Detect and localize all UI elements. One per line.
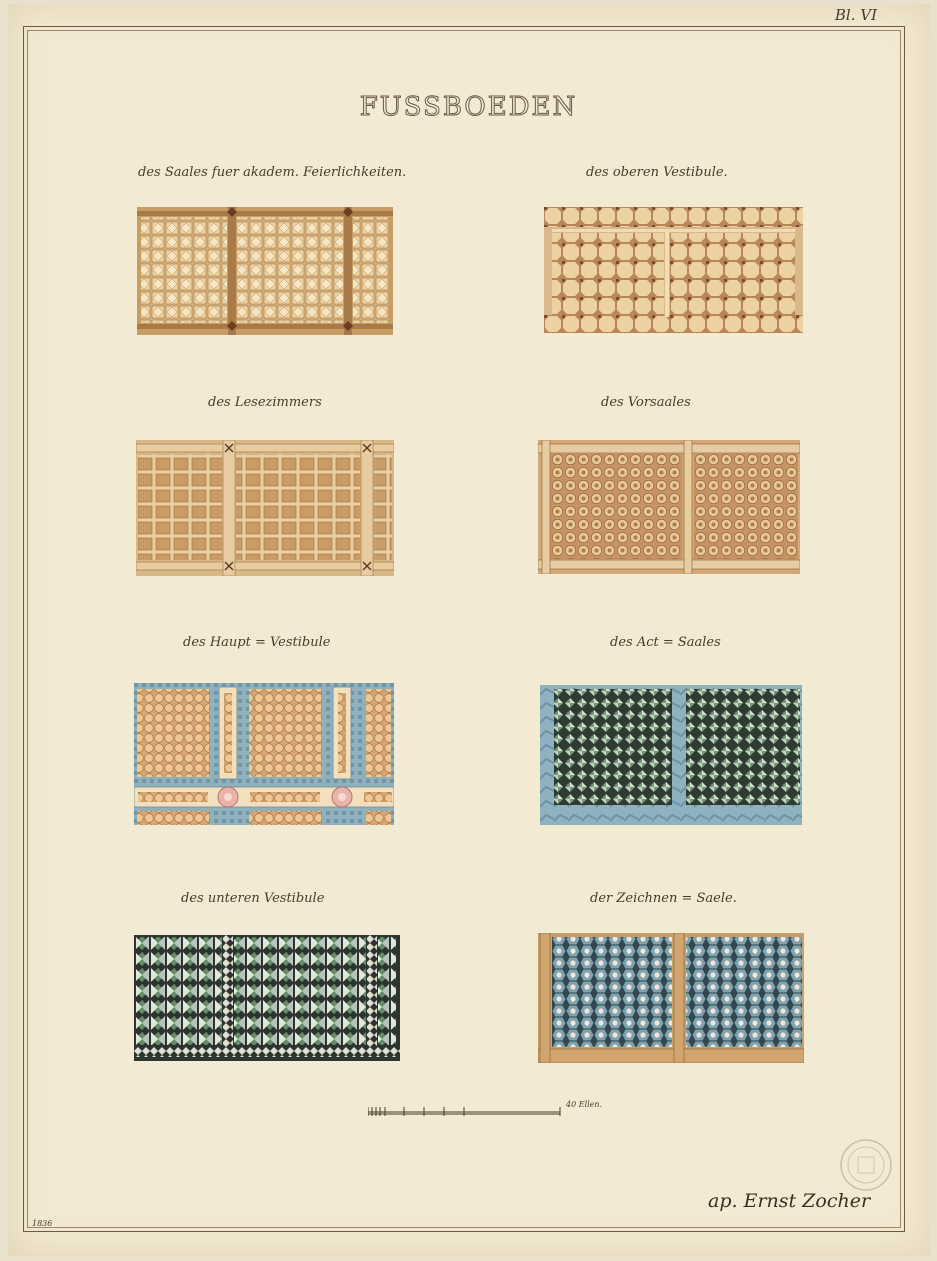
caption-oberes-vestibule: des oberen Vestibule. <box>586 165 728 180</box>
library-stamp <box>838 1137 894 1193</box>
caption-unteres-vestibule: des unteren Vestibule <box>181 891 325 906</box>
caption-haupt-vestibule: des Haupt = Vestibule <box>183 635 331 650</box>
floor-pattern-oberes-vestibule <box>544 207 803 333</box>
floor-pattern-saal-feierlichkeiten <box>137 207 393 335</box>
scale-label: 40 Ellen. <box>566 1100 603 1109</box>
floor-pattern-haupt-vestibule <box>134 683 394 825</box>
caption-saal-feierlichkeiten: des Saales fuer akadem. Feierlichkeiten. <box>138 165 407 180</box>
floor-pattern-zeichnen-saele <box>538 933 804 1063</box>
caption-zeichnen-saele: der Zeichnen = Saele. <box>590 891 737 906</box>
plate-number: Bl. VI <box>834 6 877 24</box>
floor-pattern-act-saal <box>540 685 802 825</box>
caption-lesezimmer: des Lesezimmers <box>208 395 322 410</box>
page-title: FUSSBOEDEN <box>359 92 578 122</box>
signature: ap. Ernst Zocher <box>708 1190 871 1212</box>
floor-pattern-lesezimmer <box>136 440 394 576</box>
scale-bar <box>368 1104 564 1118</box>
caption-act-saal: des Act = Saales <box>610 635 721 650</box>
caption-vorsaal: des Vorsaales <box>601 395 691 410</box>
date-note: 1836 <box>32 1219 53 1228</box>
floor-pattern-vorsaal <box>538 440 800 574</box>
floor-pattern-unteres-vestibule <box>134 935 400 1061</box>
